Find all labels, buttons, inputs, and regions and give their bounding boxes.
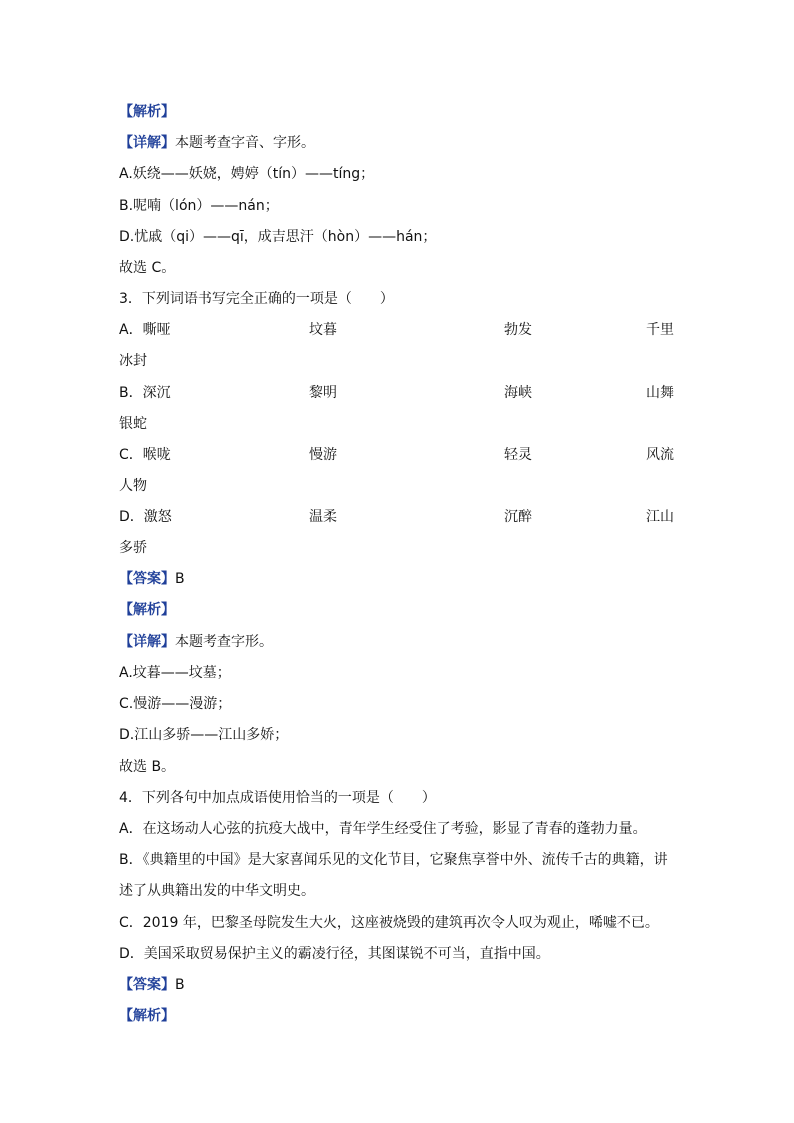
option-word: 海峡 [504,385,532,401]
analysis-item: B.呢喃（lón）——nán； [119,198,279,214]
option-word: 深沉 [142,385,171,401]
option-label: D． [119,509,144,525]
answer-value: B [175,571,185,587]
detail-line [119,133,315,153]
question-4: 4．下列各句中加点成语使用恰当的一项是（ ） [119,790,436,806]
analysis-heading: 【解析】 [119,1008,175,1024]
option-word-wrap: 多骄 [119,540,147,556]
option-word: 慢游 [309,447,337,463]
option-d [119,507,172,527]
option-c: C．2019 年，巴黎圣母院发生大火，这座被烧毁的建筑再次令人叹为观止，唏嘘不已。 [119,915,659,931]
option-b-wrap: 述了从典籍出发的中华文明史。 [119,883,315,899]
option-a [119,320,171,340]
answer-line [119,569,185,589]
answer-tag: 【答案】 [119,571,175,587]
conclusion: 故选 B。 [119,759,176,775]
option-word: 坟暮 [309,322,337,338]
conclusion: 故选 C。 [119,260,176,276]
answer-line [119,975,185,995]
option-word-wrap: 银蛇 [119,416,147,432]
option-word: 沉醉 [504,509,532,525]
option-word-wrap: 人物 [119,478,147,494]
option-d: D．美国采取贸易保护主义的霸凌行径，其图谋锐不可当，直指中国。 [119,946,550,962]
option-label: B． [119,385,143,401]
option-word: 风流 [646,447,674,463]
analysis-heading: 【解析】 [119,602,175,618]
option-word: 喉咙 [142,447,171,463]
analysis-item: A.妖绕——妖娆，娉婷（tín）——tíng； [119,166,375,182]
detail-text: 本题考查字形。 [175,634,273,650]
option-word: 山舞 [646,385,674,401]
detail-line [119,632,273,652]
option-word: 嘶哑 [142,322,171,338]
option-word: 激怒 [143,509,172,525]
option-word: 温柔 [309,509,337,525]
analysis-item: D.江山多骄——江山多娇； [119,727,289,743]
detail-tag: 【详解】 [119,634,175,650]
analysis-item: C.慢游——漫游； [119,696,232,712]
option-word: 轻灵 [504,447,532,463]
option-label: C． [119,447,143,463]
analysis-item: D.忧戚（qi）——qī，成吉思汗（hòn）——hán； [119,229,437,245]
option-word: 勃发 [504,322,532,338]
option-word: 千里 [646,322,674,338]
option-label: A． [119,322,143,338]
detail-text: 本题考查字音、字形。 [175,135,315,151]
analysis-item: A.坟暮——坟墓； [119,665,231,681]
option-a: A．在这场动人心弦的抗疫大战中，青年学生经受住了考验，影显了青春的蓬勃力量。 [119,821,647,837]
option-b [119,383,171,403]
option-word: 江山 [646,509,674,525]
detail-tag: 【详解】 [119,135,175,151]
question-3: 3．下列词语书写完全正确的一项是（ ） [119,291,394,307]
option-b: B．《典籍里的中国》是大家喜闻乐见的文化节目，它聚焦享誉中外、流传千古的典籍，讲 [119,852,668,868]
option-word-wrap: 冰封 [119,353,147,369]
analysis-heading: 【解析】 [119,104,175,120]
answer-value: B [175,977,185,993]
answer-tag: 【答案】 [119,977,175,993]
option-word: 黎明 [309,385,337,401]
option-c [119,445,171,465]
